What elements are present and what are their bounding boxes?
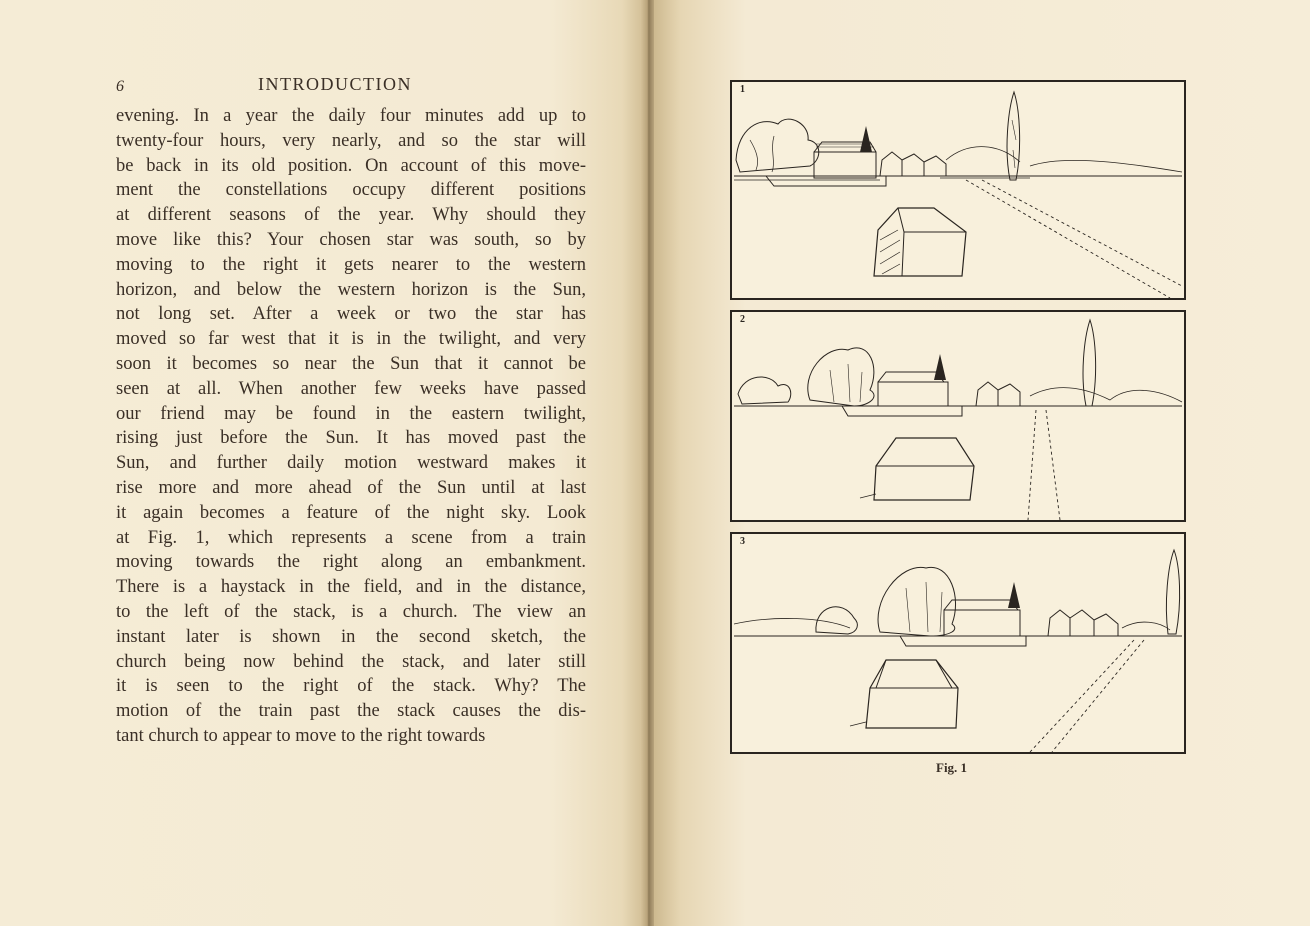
text-line: not long set. After a week or two the star has [116,304,586,325]
text-line: ment the constellations occupy different positions [116,180,586,201]
text-line: to the left of the stack, is a church. The view an [116,601,586,622]
text-line: church being now behind the stack, and later still [116,651,586,672]
panel-label: 3 [740,536,745,547]
figure-1 [730,76,1192,776]
panel-label: 2 [740,314,745,325]
text-line: our friend may be found in the eastern twilight, [116,403,586,424]
sketch-1-illustration [730,80,1186,300]
page-number: 6 [116,78,124,95]
text-line: move like this? Your chosen star was south, so by [116,229,586,250]
text-line: moved so far west that it is in the twilight, and very [116,329,586,350]
figure-caption: Fig. 1 [936,760,968,775]
text-line: horizon, and below the western horizon is the Sun, [116,279,586,300]
sketch-2-illustration [730,310,1186,522]
text-line: it is seen to the right of the stack. Why? The [116,676,586,697]
left-page [0,0,648,926]
text-line: evening. In a year the daily four minutes add up to [116,106,586,126]
text-line: There is a haystack in the field, and in the distance, [116,577,586,598]
running-head: INTRODUCTION [258,74,412,94]
text-line: seen at all. When another few weeks have passed [116,378,586,399]
panel-label: 1 [740,84,745,95]
text-line: at Fig. 1, which represents a scene from a train [116,527,586,548]
text-line: soon it becomes so near the Sun that it cannot be [116,353,586,374]
text-line: instant later is shown in the second sketch, the [116,626,586,647]
sketch-panel-1 [730,80,1186,300]
text-line: motion of the train past the stack causes the dis- [116,701,586,722]
body-text [116,104,586,749]
sketch-3-illustration [730,532,1186,754]
sketch-panel-2 [730,310,1186,522]
text-line: rise more and more ahead of the Sun until at last [116,477,586,498]
text-line: it again becomes a feature of the night sky. Look [116,502,586,523]
text-line: be back in its old position. On account of this move- [116,155,586,176]
sketch-panel-3 [730,532,1186,754]
text-line: at different seasons of the year. Why should they [116,205,586,226]
text-line: twenty-four hours, very nearly, and so the star will [116,130,586,151]
text-line: moving to the right it gets nearer to the western [116,254,586,275]
text-line: rising just before the Sun. It has moved past the [116,428,586,449]
text-line: Sun, and further daily motion westward makes it [116,453,586,474]
text-line: moving towards the right along an embankment. [116,552,586,573]
text-line: tant church to appear to move to the right towards [116,725,486,746]
